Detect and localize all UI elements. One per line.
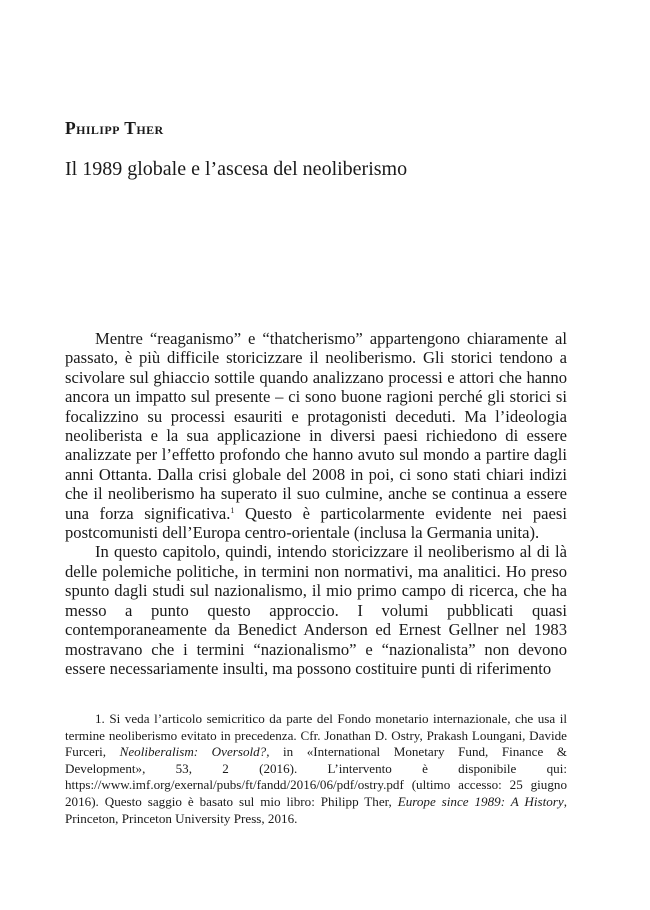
footnote-reference: 1 bbox=[230, 505, 235, 515]
paragraph-2: In questo capitolo, quindi, intendo storicizzare il neoliberismo al di là delle polemiche politiche, in termini non normativi, ma analitici. Ho preso spunto dagli studi sul nazionalismo, il mio primo campo di ricerca, che ha messo a punto questo approccio. I volumi pubblicati quasi contemporaneamente da Benedict Anderson ed Ernest Gellner nel 1983 mostravano che i termini “nazionalismo” e “nazionalista” non devono essere necessariamente insulti, ma possono costituire punti di riferimento bbox=[65, 542, 567, 678]
chapter-author: Philipp Ther bbox=[65, 118, 164, 138]
paragraph-1-text-after: Questo è particolarmente evidente nei paesi postcomunisti dell’Europa centro-orientale (inclusa la Germania unita). bbox=[65, 503, 567, 543]
chapter-title: Il 1989 globale e l’ascesa del neoliberismo bbox=[65, 158, 408, 180]
paragraph-1-text: Mentre “reaganismo” e “thatcherismo” appartengono chiaramente al passato, è più difficile storicizzare il neoliberismo. Gli storici tendono a scivolare sul ghiaccio sottile quando analizzano processi e attori che hanno ancora un impatto sul presente – ci sono buone ragioni perché gli storici si focalizzino su processi esauriti e protagonisti deceduti. Ma l’ideologia neoliberista e la sua applicazione in diversi paesi richiedono di essere analizzate per l’effetto profondo che hanno avuto sul mondo a partire dagli anni Ottanta. Dalla crisi globale del 2008 in poi, ci sono stati chiari indizi che il neoliberismo ha superato il suo culmine, anche se continua a essere una forza significativa. bbox=[65, 329, 567, 523]
footnote-part-1: 1. Si veda l’articolo semicritico da parte del Fondo monetario internazionale, che usa il termine neoliberismo evitato in precedenza. Cfr. Jonathan D. Ostry, Prakash Loungani, Davide Furceri, bbox=[65, 711, 567, 760]
footnote-part-3: , Princeton, Princeton University Press, 2016. bbox=[65, 793, 567, 826]
paragraph-1 bbox=[65, 329, 567, 542]
footnote-part-2: , in «International Monetary Fund, Finance & Development», 53, 2 (2016). L’intervento è disponibile qui: https://www.imf.org/exernal/pubs/ft/fandd/2016/06/pdf/ostry.pdf (ultimo accesso: 25 giugno 2016). Questo saggio è basato sul mio libro: Philipp Ther, bbox=[65, 744, 567, 809]
footnote-cited-title-1: Neoliberalism: Oversold? bbox=[119, 744, 267, 760]
footnote-1 bbox=[65, 711, 567, 827]
footnote-cited-title-2: Europe since 1989: A History bbox=[397, 793, 564, 809]
footnote-text bbox=[65, 711, 567, 827]
body-text bbox=[65, 329, 567, 678]
